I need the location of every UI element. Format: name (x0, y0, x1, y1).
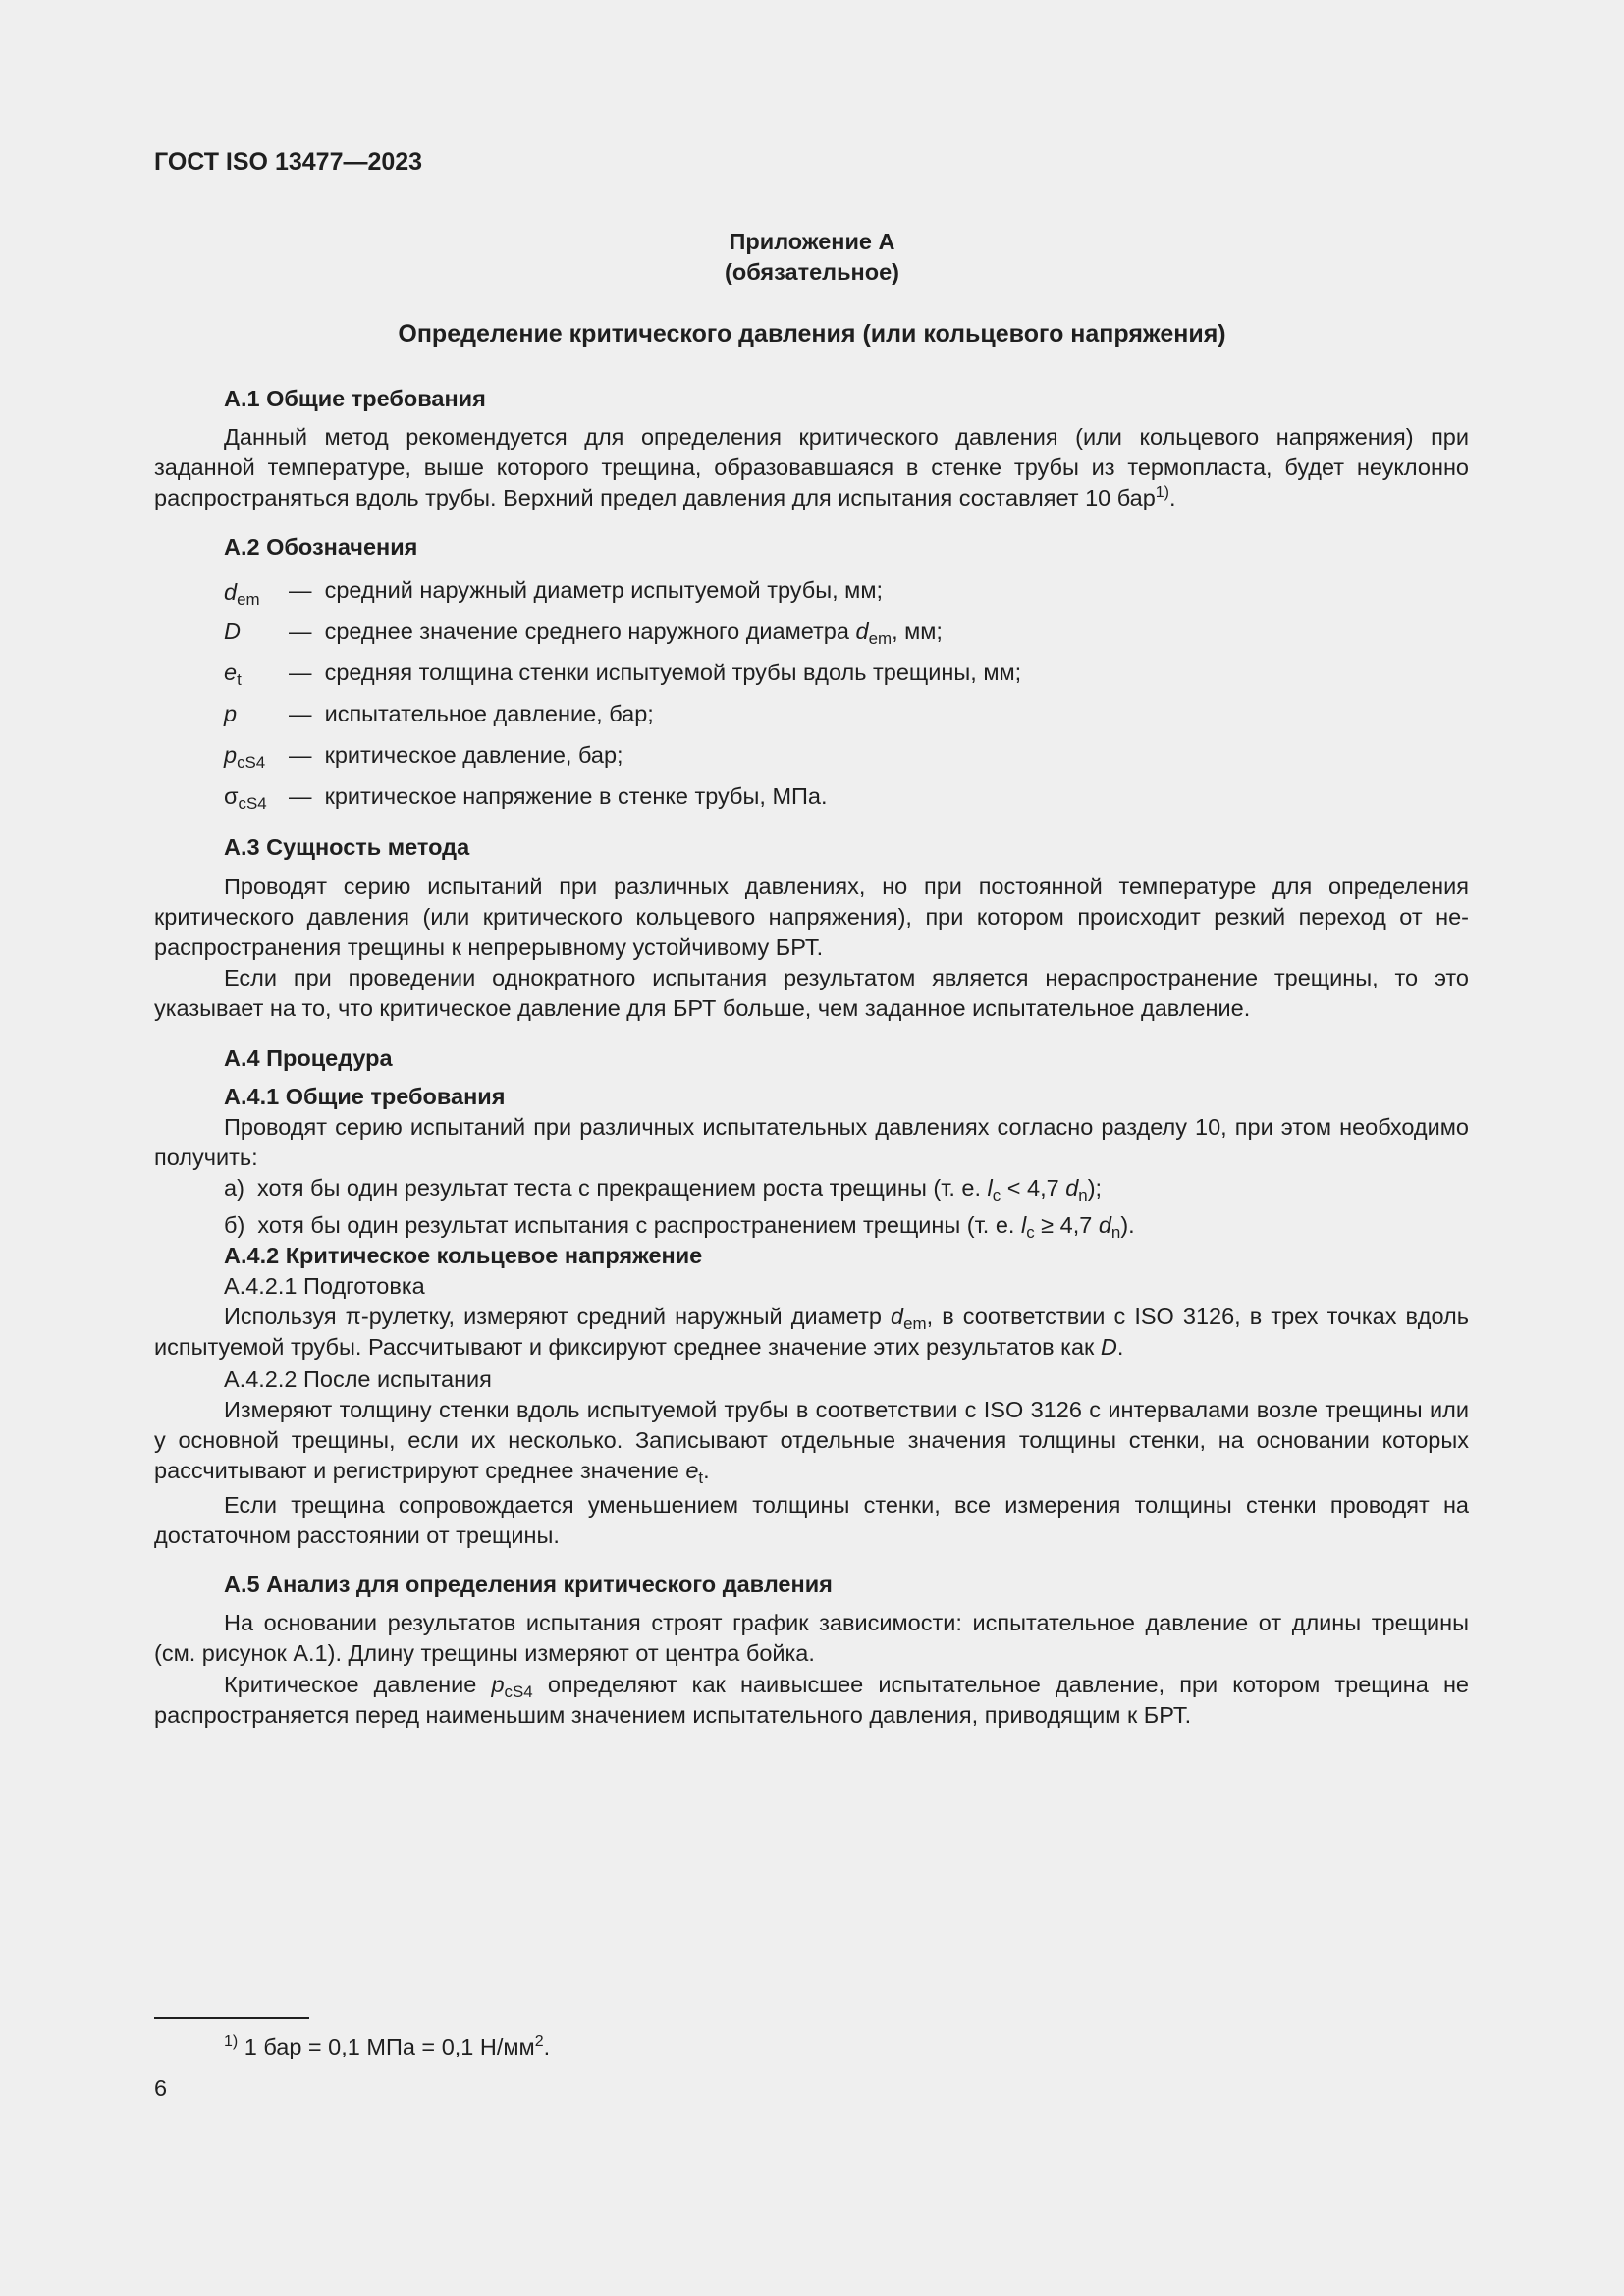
footnote-mark: 1) (224, 2033, 239, 2051)
section-a42-heading: А.4.2 Критическое кольцевое напряжение (224, 1243, 703, 1268)
symbol: $e_t$ (224, 660, 242, 690)
list-item-b: б) хотя бы один результат испытания с распространением трещины (т. е. $l_c \ge 4,7$ $d_n$). (224, 1212, 1135, 1243)
section-a1-line3 (154, 483, 1176, 513)
annex-heading: Определение критического давления (или кольцевого напряжения) (398, 320, 1226, 347)
symbol: $\sigma_{cS4}$ (224, 783, 267, 814)
list-item-a: а) хотя бы один результат теста с прекращением роста трещины (т. е. $l_c < 4,7$ $d_n$); (224, 1175, 1103, 1205)
symbol: D (224, 618, 241, 644)
section-a1-line1: Данный метод рекомендуется для определения критического давления (или кольцевого напряжения) при (224, 424, 1469, 450)
section-a421-heading: А.4.2.1 Подготовка (224, 1273, 425, 1299)
page-number: 6 (154, 2075, 168, 2101)
symbol: $d_{em}$ (224, 579, 260, 610)
footnote-ref: 1) (1155, 484, 1169, 502)
section-a4-heading: А.4 Процедура (224, 1045, 393, 1071)
symbol: p (224, 701, 238, 726)
a1-line3-text: распространяться вдоль трубы. Верхний предел давления для испытания составляет 10 бар (154, 485, 1156, 510)
symbol-description: — критическое давление, бар; (289, 742, 623, 768)
section-a41-heading: А.4.1 Общие требования (224, 1084, 506, 1109)
section-a3-para1: Проводят серию испытаний при различных давлениях, но при постоянной температуре для определения критического давления (или критического кольцевого напряжения), при котором происходит резкий переход от нераспространения трещины к непрерывному устойчивому БРТ. (154, 874, 1469, 960)
section-a5-para1: На основании результатов испытания строят график зависимости: испытательное давление от длины трещины (см. рисунок А.1). Длину трещины измеряют от центра бойка. (154, 1610, 1469, 1666)
section-a41-para: Проводят серию испытаний при различных испытательных давлениях согласно разделу 10, при этом необходимо получить: (154, 1114, 1469, 1170)
symbol-description: — испытательное давление, бар; (289, 701, 654, 726)
section-a3-para2: Если при проведении однократного испытания результатом является нераспространение трещины, то это указывает на то, что критическое давление для БРТ больше, чем заданное испытательное давление. (154, 965, 1469, 1021)
symbol-description: — среднее значение среднего наружного диаметра $d_{em}$, мм; (289, 618, 943, 649)
section-a5-para2: Критическое давление $p_{cS4}$ определяют как наивысшее испытательное давление, при котором трещина не распространяется перед наименьшим значением испытательного давления, приводящим к БРТ. (154, 1672, 1469, 1728)
footnote-separator (154, 2017, 309, 2019)
symbol-description: — критическое напряжение в стенке трубы, МПа. (289, 783, 828, 809)
section-a422-para2: Если трещина сопровождается уменьшением толщины стенки, все измерения толщины стенки проводят на достаточном расстоянии от трещины. (154, 1492, 1469, 1548)
section-a5-heading: А.5 Анализ для определения критического давления (224, 1572, 833, 1597)
section-a3-heading: А.3 Сущность метода (224, 834, 470, 860)
symbol-description: — средний наружный диаметр испытуемой трубы, мм; (289, 577, 884, 603)
section-a2-heading: А.2 Обозначения (224, 534, 418, 560)
annex-status: (обязательное) (725, 259, 899, 285)
section-a422-heading: А.4.2.2 После испытания (224, 1366, 492, 1392)
annex-title: Приложение А (729, 229, 895, 254)
document-code: ГОСТ ISO 13477—2023 (154, 148, 423, 176)
section-a422-para1: Измеряют толщину стенки вдоль испытуемой трубы в соответствии с ISO 3126 с интервалами возле трещины или у основной трещины, если их несколько. Записывают отдельные значения толщины стенки, на основании которых рассчитывают и регистрируют среднее значение $e_t$. (154, 1397, 1469, 1488)
symbol: $p_{cS4}$ (224, 742, 266, 773)
section-a421-para: Используя π-рулетку, измеряют средний наружный диаметр $d_{em}$, в соответствии с ISO 3126, в трех точках вдоль испытуемой трубы. Рассчитывают и фиксируют среднее значение этих результатов как D. (154, 1304, 1470, 1360)
footnote: $^{1)}$ 1 бар = 0,1 МПа = 0,1 $Н/мм^2$. (224, 2033, 551, 2059)
symbol-description: — средняя толщина стенки испытуемой трубы вдоль трещины, мм; (289, 660, 1022, 685)
a1-line3-end: . (1169, 485, 1176, 510)
section-a1-heading: А.1 Общие требования (224, 386, 486, 411)
section-a1-line2: заданной температуре, выше которого трещина, образовавшаяся в стенке трубы из термопласта, будет неуклонно (154, 454, 1469, 480)
